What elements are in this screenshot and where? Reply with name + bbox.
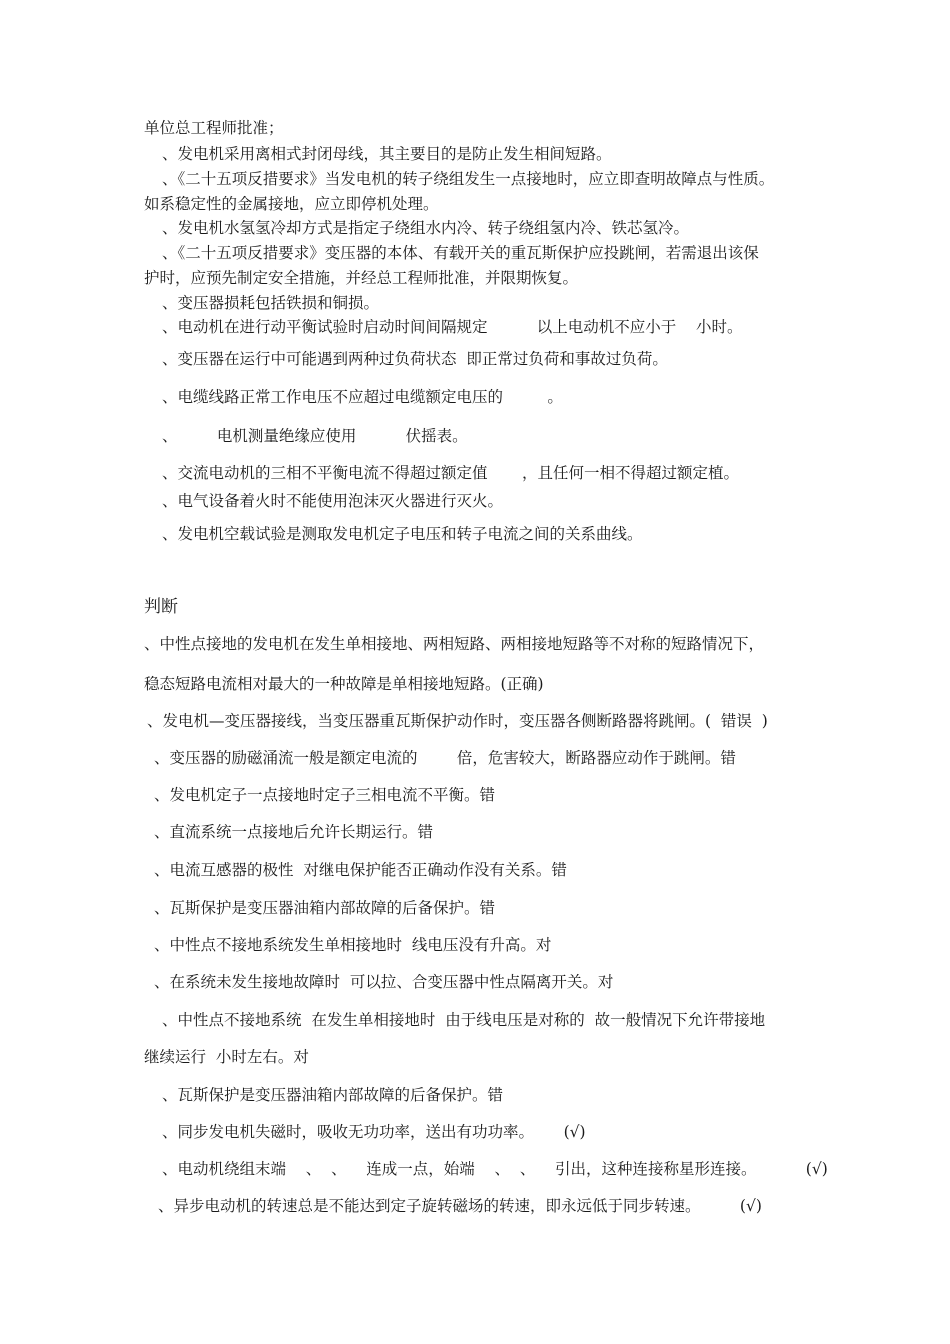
text-line: 继续运行 小时左右。对	[144, 1048, 309, 1066]
section-heading: 判断	[144, 597, 178, 617]
text-line: 、交流电动机的三相不平衡电流不得超过额定值 ，且任何一相不得超过额定植。	[162, 464, 739, 482]
text-line: 、发电机采用离相式封闭母线，其主要目的是防止发生相间短路。	[162, 145, 612, 163]
text-line: 、 电机测量绝缘应使用 伏摇表。	[162, 427, 468, 445]
text-line: 、发电机—变压器接线，当变压器重瓦斯保护动作时，变压器各侧断路器将跳闸。( 错误 )	[147, 712, 768, 730]
text-line: 、在系统未发生接地故障时 可以拉、合变压器中性点隔离开关。对	[154, 973, 614, 991]
text-line: 、变压器损耗包括铁损和铜损。	[162, 294, 380, 312]
text-line: 、电动机绕组末端 、 、 连成一点，始端 、 、 引出，这种连接称星形连接。 (√)	[162, 1160, 828, 1178]
text-line: 、电动机在进行动平衡试验时启动时间间隔规定 以上电动机不应小于 小时。	[162, 318, 743, 336]
text-line: 单位总工程师批准；	[144, 119, 284, 137]
text-line: 、发电机空载试验是测取发电机定子电压和转子电流之间的关系曲线。	[162, 525, 643, 543]
text-line: 、中性点不接地系统 在发生单相接地时 由于线电压是对称的 故一般情况下允许带接地	[162, 1011, 766, 1029]
text-line: 、直流系统一点接地后允许长期运行。错	[154, 823, 434, 841]
text-line: 、发电机定子一点接地时定子三相电流不平衡。错	[154, 786, 496, 804]
text-line: 、中性点接地的发电机在发生单相接地、两相短路、两相接地短路等不对称的短路情况下，	[144, 635, 765, 653]
text-line: 如系稳定性的金属接地，应立即停机处理。	[144, 195, 439, 213]
text-line: 、中性点不接地系统发生单相接地时 线电压没有升高。对	[154, 936, 552, 954]
text-line: 、发电机水氢氢冷却方式是指定子绕组水内冷、转子绕组氢内冷、铁芯氢冷。	[162, 219, 690, 237]
text-line: 护时，应预先制定安全措施，并经总工程师批准，并限期恢复。	[144, 269, 579, 287]
text-line: 、同步发电机失磁时，吸收无功功率，送出有功功率。 (√)	[162, 1123, 586, 1141]
text-line: 、变压器在运行中可能遇到两种过负荷状态 即正常过负荷和事故过负荷。	[162, 350, 668, 368]
text-line: 、瓦斯保护是变压器油箱内部故障的后备保护。错	[162, 1086, 504, 1104]
text-line: 、电流互感器的极性 对继电保护能否正确动作没有关系。错	[154, 861, 567, 879]
text-line: 、《二十五项反措要求》变压器的本体、有载开关的重瓦斯保护应投跳闸，若需退出该保	[162, 244, 759, 262]
text-line: 、瓦斯保护是变压器油箱内部故障的后备保护。错	[154, 899, 496, 917]
text-line: 、异步电动机的转速总是不能达到定子旋转磁场的转速，即永远低于同步转速。 (√)	[158, 1197, 762, 1215]
text-line: 、电气设备着火时不能使用泡沫灭火器进行灭火。	[162, 492, 504, 510]
text-line: 、《二十五项反措要求》当发电机的转子绕组发生一点接地时，应立即查明故障点与性质。	[162, 170, 775, 188]
text-line: 、电缆线路正常工作电压不应超过电缆额定电压的 。	[162, 388, 563, 406]
text-line: 稳态短路电流相对最大的一种故障是单相接地短路。(正确)	[144, 675, 544, 693]
text-line: 、变压器的励磁涌流一般是额定电流的 倍，危害较大，断路器应动作于跳闸。错	[154, 749, 736, 767]
